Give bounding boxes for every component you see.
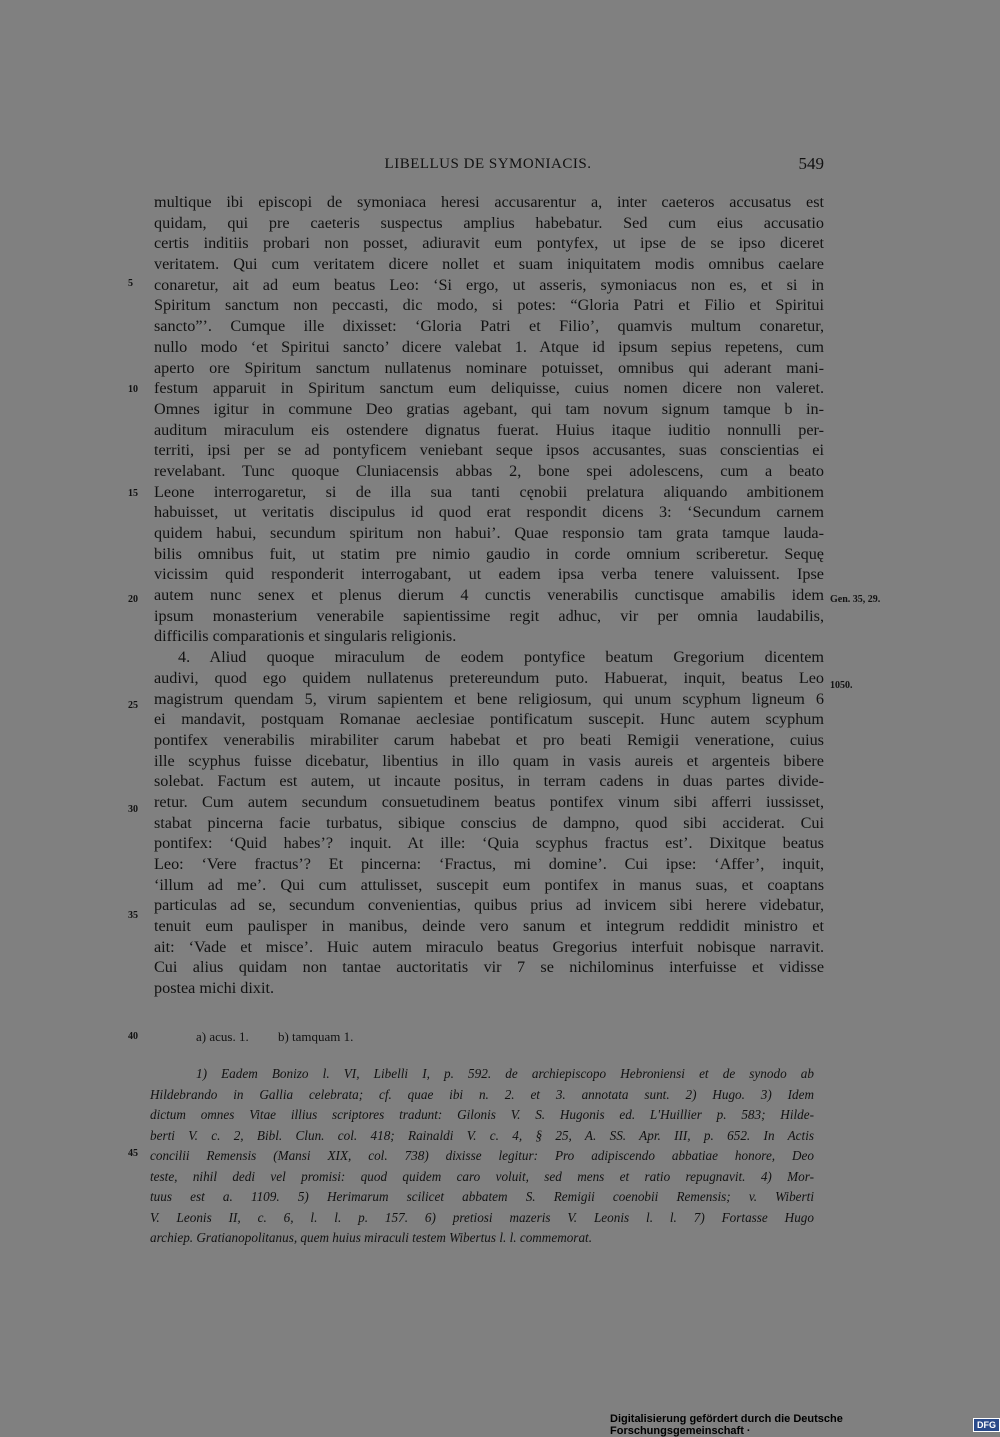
footnotes (150, 1064, 814, 1249)
body-line: Omnes igitur in commune Deo gratias agebant, qui tam novum signum tamque b in- (154, 399, 824, 418)
body-line: vicissim quid responderit interrogabant, ut eadem ipsa verba tenere valuissent. Ipse (154, 565, 824, 584)
footnote-line: 1) Eadem Bonizo l. VI, Libelli I, p. 592. de archiepiscopo Hebroniensi et de synodo ab (196, 1066, 814, 1081)
body-line: audivi, quod ego quidem nullatenus pretereundum puto. Habuerat, inquit, beatus Leo (154, 668, 824, 687)
critical-apparatus (196, 1029, 379, 1045)
dfg-logo: DFG (973, 1418, 1000, 1432)
body-line: Spiritum sanctum non peccasti, dic modo, si potes: “Gloria Patri et Filio et Spiritui (154, 296, 824, 315)
body-line: aperto ore Spiritum sanctum nullatenus nominare potuisset, omnibus qui aderant mani- (154, 358, 824, 377)
body-line: solebat. Factum est autem, ut incaute positus, in terram cadens in duas partes divide- (154, 772, 824, 791)
footnote-line: dictum omnes Vitae illius scriptores tradunt: Gilonis V. S. Hugonis ed. L'Huillier p. 583; Hilde- (150, 1107, 814, 1122)
line-number: 25 (128, 700, 138, 711)
page-number: 549 (798, 154, 824, 173)
body-line: Leone interrogaretur, si de illa sua tanti cęnobii prelatura aliquando ambitionem (154, 482, 824, 501)
body-text (154, 192, 824, 999)
credit-text: Digitalisierung gefördert durch die Deutsche Forschungsgemeinschaft · (610, 1413, 843, 1437)
body-line: veritatem. Qui cum veritatem dicere nollet et suam iniquitatem modis omnibus caelare (154, 255, 824, 274)
footnote-line: V. Leonis II, c. 6, l. l. p. 157. 6) pretiosi mazeris V. Leonis l. l. 7) Fortasse Hugo (150, 1209, 814, 1225)
body-line: 4. Aliud quoque miraculum de eodem pontyfice beatum Gregorium dicentem (178, 648, 824, 667)
body-line: autem nunc senex et plenus dierum 4 cunctis venerabilis cunctisque amabilis idem (154, 586, 824, 605)
body-line: stabat pincerna facie turbatus, sibique conscius de dampno, quod sibi acciderat. Cui (154, 813, 824, 832)
running-title: LIBELLUS DE SYMONIACIS. (384, 156, 592, 172)
body-line: festum apparuit in Spiritum sanctum eum deliquisse, cuius nomen dicere non valeret. (154, 379, 824, 398)
line-number: 10 (128, 384, 138, 395)
body-line: ei mandavit, postquam Romanae aeclesiae pontificatum suscepit. Hunc autem scyphum (154, 710, 824, 729)
body-line: difficilis comparationis et singularis religionis. (154, 627, 457, 646)
body-line: conaretur, ait ad eum beatus Leo: ‘Si ergo, ut asseris, symoniacus non es, et si in (154, 275, 824, 294)
body-line: retur. Cum autem secundum consuetudinem beatus pontifex vinum sibi afferri iussisset, (154, 792, 824, 811)
body-line: territi, ipsi per se ad pontyficem veniebant seque ipsos accusantes, suas conscientias ei (154, 441, 824, 460)
page-header (150, 152, 826, 178)
margin-reference: Gen. 35, 29. (830, 594, 881, 605)
body-line: revelabant. Tunc quoque Cluniacensis abbas 2, bone spei adolescens, cum a beato (154, 461, 824, 480)
line-number: 30 (128, 804, 138, 815)
body-line: Cui alius quidam non tantae auctoritatis vir 7 se nichilominus interfuisse et vidisse (154, 958, 824, 977)
apparatus-entry: a) acus. 1. (196, 1029, 249, 1044)
body-line: sancto”’. Cumque ille dixisset: ‘Gloria Patri et Filio’, quamvis multum conaretur, (154, 317, 824, 336)
body-line: magistrum quendam 5, virum sapientem et bene religiosum, qui unum scyphum ligneum 6 (154, 689, 824, 708)
body-line: pontifex: ‘Quid habes’? inquit. At ille: ‘Quia scyphus fractus est’. Dixitque beatus (154, 834, 824, 853)
digitization-credit (610, 1413, 1000, 1437)
line-number: 35 (128, 910, 138, 921)
footnote-line: teste, nihil dedi vel promisi: quod quidem caro voluit, sed mens et ratio repugnavit. 4) Mor- (150, 1168, 814, 1184)
body-line: quidam, qui pre caeteris suspectus amplius habebatur. Sed cum eius accusatio (154, 213, 824, 232)
body-line: habuisset, ut veritatis discipulus id quod erat respondit dicens 3: ‘Secundum carnem (154, 503, 824, 522)
footnote-line: berti V. c. 2, Bibl. Clun. col. 418; Rainaldi V. c. 4, § 25, A. SS. Apr. III, p. 652. In Actis (150, 1127, 814, 1143)
body-line: quidem habui, secundum spiritum non habui’. Quae responsio tam grata tamque lauda- (154, 524, 824, 542)
body-line: ille scyphus fuisse dicebatur, libentius in illo quam in vasis aureis et argenteis bibere (154, 751, 824, 770)
footnote-line: Hildebrando in Gallia celebrata; cf. quae ibi n. 2. et 3. annotata sunt. 2) Hugo. 3) Idem (150, 1086, 814, 1102)
body-line: multique ibi episcopi de symoniaca heresi accusarentur a, inter caeteros accusatus est (154, 193, 824, 211)
body-line: bilis omnibus fuit, ut statim pre nimio gaudio in corde omnium scriberetur. Sequę (154, 544, 824, 563)
body-line: pontifex venerabilis mirabiliter carum habebat et pro beati Remigii veneratione, cuius (154, 730, 824, 749)
body-line: certis inditiis probari non posset, adiuravit eum pontyfex, ut ipse de se ipso diceret (154, 234, 824, 253)
line-number: 5 (128, 278, 133, 289)
margin-date: 1050. (830, 680, 853, 691)
body-line: tenuit eum paulisper in manibus, deinde vero sanum et integrum reddidit ministro et (154, 917, 824, 936)
footnote-line: tuus est a. 1109. 5) Herimarum scilicet abbatem S. Remigii coenobii Remensis; v. Wiberti (150, 1189, 814, 1204)
line-number: 45 (128, 1148, 138, 1159)
line-number: 15 (128, 488, 138, 499)
footnote-line: archiep. Gratianopolitanus, quem huius miraculi testem Wibertus l. l. commemorat. (150, 1230, 592, 1245)
body-line: postea michi dixit. (154, 979, 275, 998)
body-line: Leo: ‘Vere fractus’? Et pincerna: ‘Fractus, mi domine’. Cui ipse: ‘Affer’, inquit, (154, 855, 824, 873)
body-line: ait: ‘Vade et misce’. Huic autem miraculo beatus Gregorius interfuit nobisque narravit. (154, 937, 824, 956)
line-number: 20 (128, 594, 138, 605)
body-line: nullo modo ‘et Spiritui sancto’ dicere valebat 1. Atque id ipsum sepius repetens, cum (154, 337, 824, 356)
body-line: particulas ad se, secundum convenientias, quibus prius ad invicem sibi herere videbatur, (154, 896, 824, 915)
footnote-line: concilii Remensis (Mansi XIX, col. 738) dixisse legitur: Pro adipiscendo abbatiae honore, Deo (150, 1148, 814, 1163)
apparatus-entry: b) tamquam 1. (277, 1029, 354, 1044)
body-line: auditum miraculum eis ostendere dignatus fuerat. Huius itaque iuditio nonnulli per- (154, 420, 824, 439)
body-line: ‘illum ad me’. Qui cum attulisset, suscepit eum pontifex in manus suas, et coaptans (154, 875, 824, 894)
body-line: ipsum monasterium venerabile sapientissime regit adhuc, vir per omnia laudabilis, (154, 606, 824, 625)
line-number: 40 (128, 1031, 138, 1042)
